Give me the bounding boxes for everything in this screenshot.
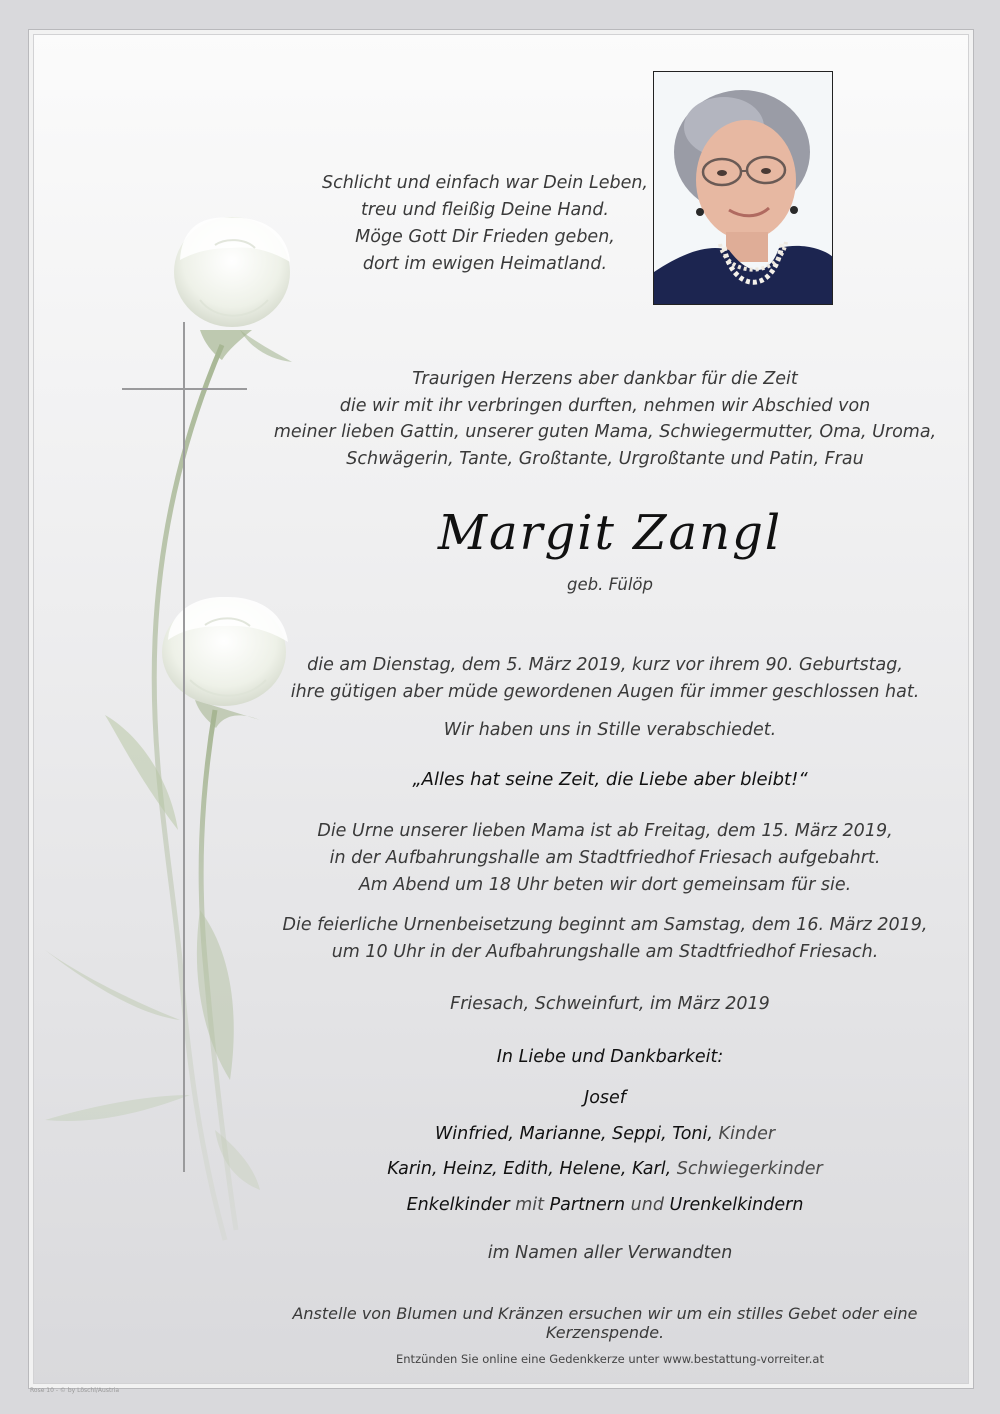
deceased-name: Margit Zangl [437, 505, 783, 561]
connector-word: mit [515, 1195, 545, 1215]
portrait-photo [653, 71, 833, 305]
poem-line: dort im ewigen Heimatland. [362, 254, 608, 274]
intro-line: Traurigen Herzens aber dankbar für die Zeit [412, 369, 798, 389]
children-role: Kinder [718, 1124, 776, 1144]
poem-line: treu und fleißig Deine Hand. [361, 200, 609, 220]
urn-line: in der Aufbahrungshalle am Stadtfriedhof Friesach aufgebahrt. [329, 848, 881, 868]
burial-line: um 10 Uhr in der Aufbahrungshalle am Stadtfriedhof Friesach. [331, 942, 879, 962]
burial-line: Die feierliche Urnenbeisetzung beginnt am Samstag, dem 16. März 2019, [282, 915, 928, 935]
death-notice [230, 652, 980, 705]
death-line: ihre gütigen aber müde gewordenen Augen für immer geschlossen hat. [290, 681, 920, 702]
urn-line: Am Abend um 18 Uhr beten wir dort gemeinsam für sie. [358, 875, 852, 895]
grandchildren-label: Enkelkinder [406, 1195, 510, 1215]
family-inlaws [250, 1159, 960, 1179]
quote: „Alles hat seine Zeit, die Liebe aber bleibt!“ [412, 769, 808, 790]
donation-request: Anstelle von Blumen und Kränzen ersuchen wir um ein stilles Gebet oder eine Kerzenspende. [292, 1304, 918, 1342]
urn-viewing-info [230, 818, 980, 899]
leaf [45, 950, 180, 1020]
intro-line: die wir mit ihr verbringen durften, nehmen wir Abschied von [339, 395, 871, 416]
death-line: die am Dienstag, dem 5. März 2019, kurz vor ihrem 90. Geburtstag, [307, 655, 903, 675]
poem-block [300, 170, 670, 278]
inlaws-role: Schwiegerkinder [676, 1159, 823, 1179]
spouse-name: Josef [584, 1088, 626, 1108]
place-date: Friesach, Schweinfurt, im März 2019 [450, 994, 770, 1014]
birth-name: geb. Fülöp [566, 575, 654, 594]
leaf [240, 330, 292, 362]
burial-info [230, 912, 980, 966]
partners-label: Partnern [549, 1195, 626, 1215]
great-grandchildren-label: Urenkelkindern [669, 1195, 804, 1215]
intro-line: Schwägerin, Tante, Großtante, Urgroßtante und Patin, Frau [346, 448, 864, 469]
image-credit: Rose 10 - © by Löschl/Austria [30, 1387, 120, 1394]
leaf [105, 715, 178, 830]
connector-word: und [630, 1195, 664, 1215]
intro-line: meiner lieben Gattin, unserer guten Mama, Schwiegermutter, Oma, Uroma, [273, 422, 937, 442]
poem-line: Möge Gott Dir Frieden geben, [355, 227, 615, 247]
thanks-heading: In Liebe und Dankbarkeit: [496, 1047, 724, 1067]
footer-link-text: Entzünden Sie online eine Gedenkkerze unter www.bestattung-vorreiter.at [396, 1352, 824, 1366]
family-spouse [250, 1088, 960, 1108]
urn-line: Die Urne unserer lieben Mama ist ab Freitag, dem 15. März 2019, [317, 821, 893, 841]
family-children [250, 1124, 960, 1144]
leaf [45, 1095, 190, 1121]
sepal [200, 330, 252, 360]
children-names: Winfried, Marianne, Seppi, Toni, [434, 1124, 713, 1144]
intro-block [210, 366, 1000, 472]
poem-line: Schlicht und einfach war Dein Leben, [321, 173, 648, 193]
farewell-note: Wir haben uns in Stille verabschiedet. [443, 720, 777, 740]
family-grandchildren [250, 1195, 960, 1215]
inlaws-names: Karin, Heinz, Edith, Helene, Karl, [387, 1159, 672, 1179]
on-behalf-line: im Namen aller Verwandten [487, 1243, 733, 1263]
rose-upper [174, 217, 290, 327]
